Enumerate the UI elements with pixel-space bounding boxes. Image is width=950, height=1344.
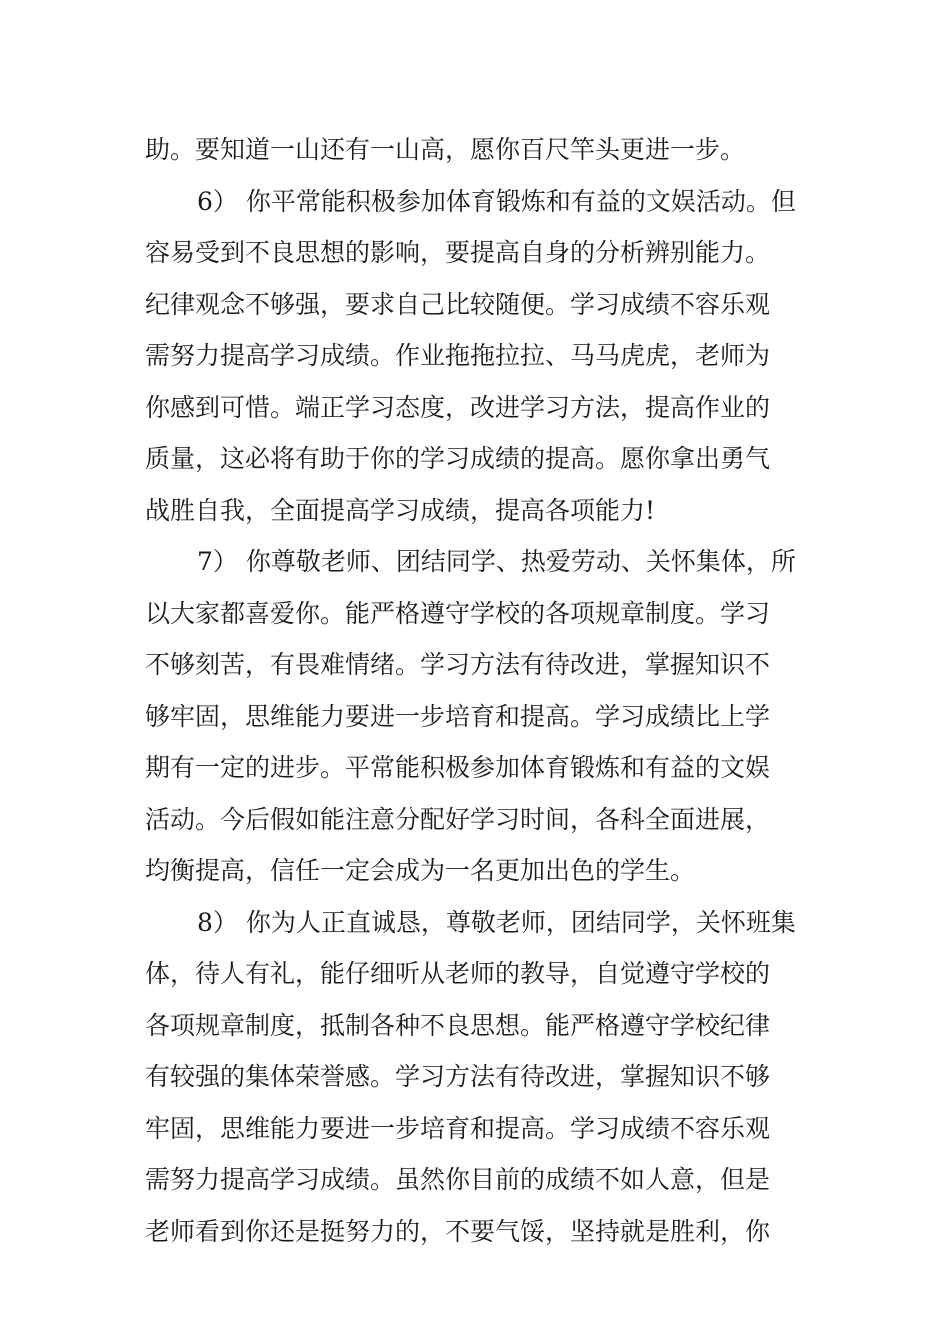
text-line: 均衡提高，信任一定会成为一名更加出色的学生。 [145,856,696,885]
text-line: 需努力提高学习成绩。虽然你目前的成绩不如人意，但是 [145,1165,771,1194]
text-line: 有较强的集体荣誉感。学习方法有待改进，掌握知识不够 [145,1062,771,1091]
text-line: 战胜自我，全面提高学习成绩，提高各项能力! [145,495,656,525]
text-line: 期有一定的进步。平常能积极参加体育锻炼和有益的文娱 [145,753,771,782]
text-line: 纪律观念不够强，要求自己比较随便。学习成绩不容乐观 [145,289,771,319]
text-line: 以大家都喜爱你。能严格遵守学校的各项规章制度。学习 [145,598,771,628]
paragraph-7-first-line: 7） 你尊敬老师、团结同学、热爱劳动、关怀集体，所 [197,547,796,576]
paragraph-8-first-line: 8） 你为人正直诚恳，尊敬老师，团结同学，关怀班集 [197,907,796,937]
document-body [145,124,810,1257]
paragraph-6-first-line: 6） 你平常能积极参加体育锻炼和有益的文娱活动。但 [197,186,796,216]
text-line: 你感到可惜。端正学习态度，改进学习方法，提高作业的 [145,392,771,422]
text-line: 活动。今后假如能注意分配好学习时间，各科全面进展， [145,804,771,834]
text-line: 各项规章制度，抵制各种不良思想。能严格遵守学校纪律 [145,1010,771,1040]
text-line: 够牢固，思维能力要进一步培育和提高。学习成绩比上学 [145,701,771,731]
text-line: 助。要知道一山还有一山高，愿你百尺竿头更进一步。 [145,135,746,164]
text-line: 需努力提高学习成绩。作业拖拖拉拉、马马虎虎，老师为 [145,341,771,370]
text-line: 不够刻苦，有畏难情绪。学习方法有待改进，掌握知识不 [145,650,771,679]
text-line: 牢固，思维能力要进一步培育和提高。学习成绩不容乐观 [145,1113,771,1143]
text-line: 容易受到不良思想的影响，要提高自身的分析辨别能力。 [145,238,771,267]
text-line: 体，待人有礼，能仔细听从老师的教导，自觉遵守学校的 [145,959,771,988]
text-line: 老师看到你还是挺努力的，不要气馁，坚持就是胜利，你 [145,1216,771,1246]
text-line: 质量，这必将有助于你的学习成绩的提高。愿你拿出勇气 [145,444,771,473]
